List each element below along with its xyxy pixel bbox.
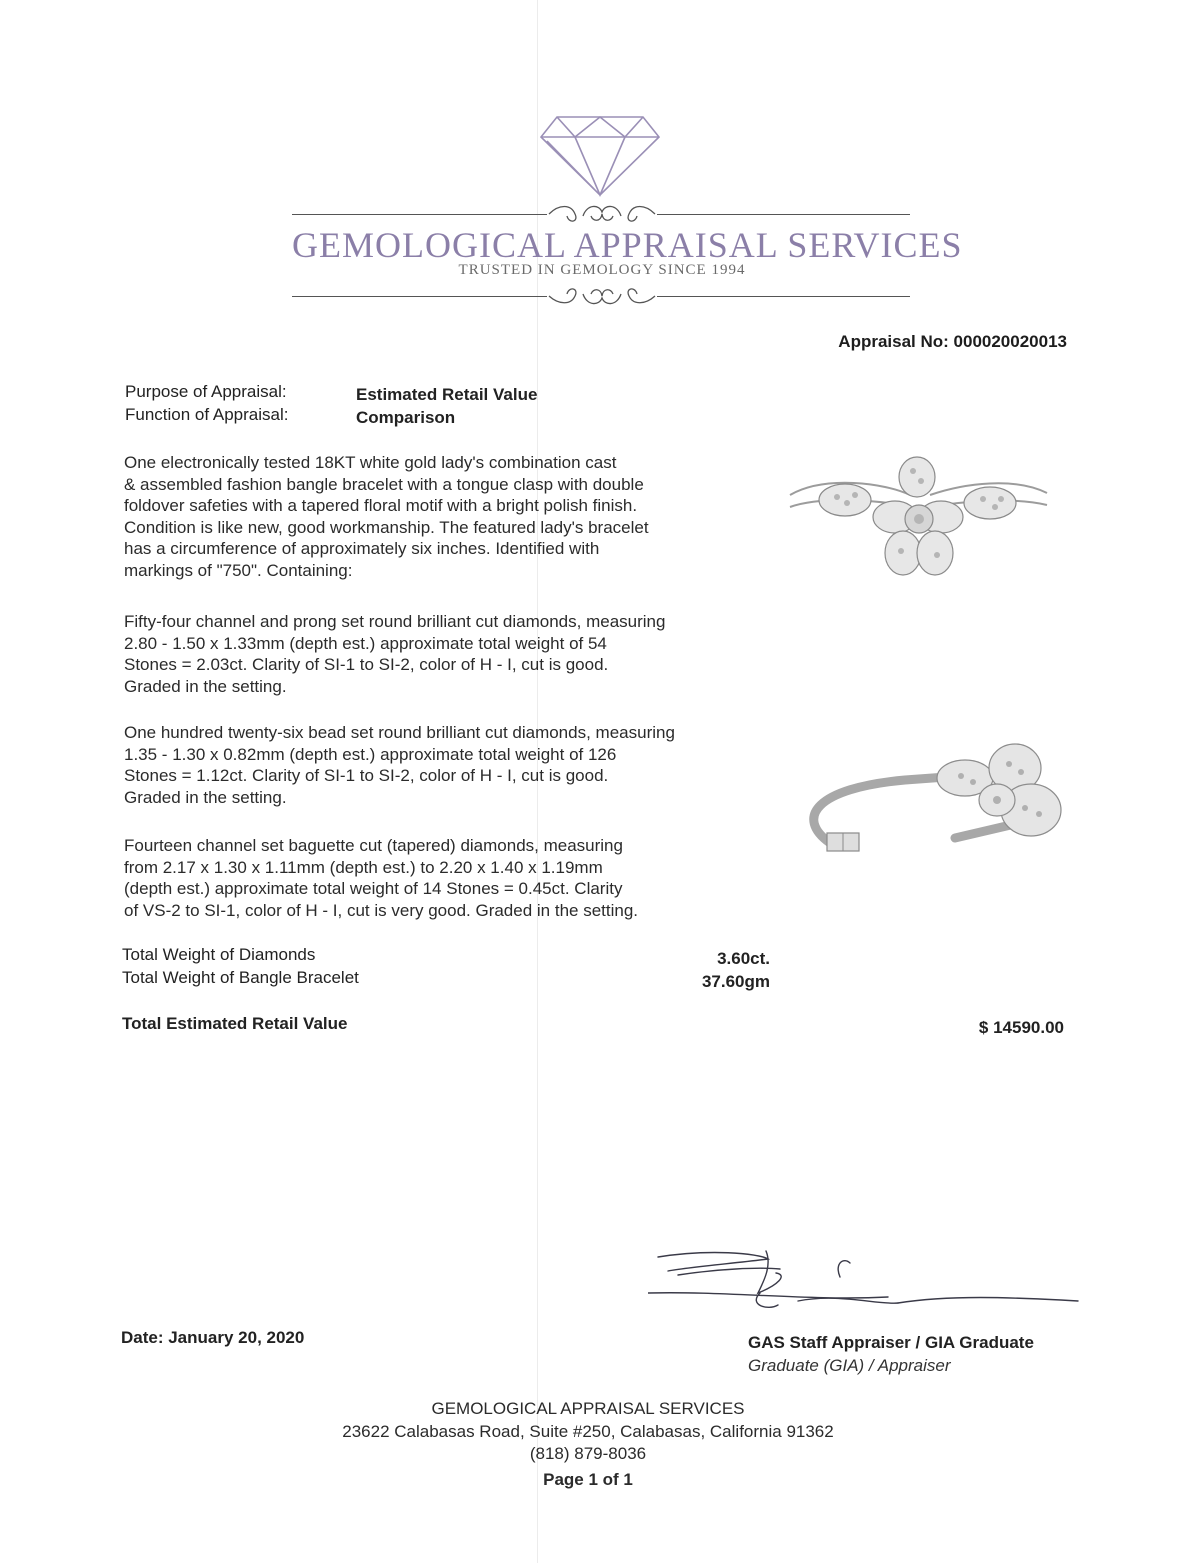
header-rule-bottom-left bbox=[292, 296, 547, 297]
appraiser-title: GAS Staff Appraiser / GIA Graduate bbox=[748, 1333, 1034, 1352]
footer-phone: (818) 879-8036 bbox=[529, 1444, 647, 1463]
header-rule-top-left bbox=[292, 214, 547, 215]
function-label: Function of Appraisal: bbox=[125, 405, 289, 424]
header-rule-top-right bbox=[657, 214, 910, 215]
bracelet-photo-side bbox=[785, 738, 1070, 863]
purpose-value: Estimated Retail Value bbox=[356, 385, 538, 404]
diamond-logo-icon bbox=[539, 115, 661, 197]
header-rule-bottom-right bbox=[657, 296, 910, 297]
stones-description-1: Fifty-four channel and prong set round brilliant cut diamonds, measuring 2.80 - 1.50 x 1.33mm (depth est.) approximate total weight of 54 Stones = 2.03ct. Clarity of SI-1 to SI-2, color of H - I, cut is good. Graded in the setting. bbox=[124, 612, 666, 696]
appraisal-date: Date: January 20, 2020 bbox=[121, 1328, 305, 1347]
bracelet-photo-top bbox=[785, 455, 1050, 580]
stones-description-2: One hundred twenty-six bead set round brilliant cut diamonds, measuring 1.35 - 1.30 x 0.82mm (depth est.) approximate total weight of 126 Stones = 1.12ct. Clarity of SI-1 to SI-2, color of H - I, cut is good. Graded in the setting. bbox=[124, 723, 675, 807]
purpose-label: Purpose of Appraisal: bbox=[125, 382, 287, 401]
total-retail-label: Total Estimated Retail Value bbox=[122, 1014, 348, 1033]
stones-description-3: Fourteen channel set baguette cut (tapered) diamonds, measuring from 2.17 x 1.30 x 1.11mm (depth est.) to 2.20 x 1.40 x 1.19mm (depth est.) approximate total weight of 14 Stones = 0.45ct. Clarity of VS-2 to SI-1, color of H - I, cut is very good. Graded in the setting. bbox=[124, 836, 639, 920]
page-number: Page 1 of 1 bbox=[543, 1470, 633, 1489]
footer-company: GEMOLOGICAL APPRAISAL SERVICES bbox=[431, 1399, 745, 1418]
total-bracelet-value: 37.60gm bbox=[701, 972, 770, 991]
function-value: Comparison bbox=[356, 408, 456, 427]
company-name: GEMOLOGICAL APPRAISAL SERVICES bbox=[292, 225, 963, 265]
footer-address: 23622 Calabasas Road, Suite #250, Calabasas, California 91362 bbox=[342, 1422, 834, 1441]
total-diamonds-value: 3.60ct. bbox=[717, 949, 770, 968]
company-tagline: TRUSTED IN GEMOLOGY SINCE 1994 bbox=[458, 262, 746, 278]
total-retail-value: $ 14590.00 bbox=[978, 1018, 1064, 1037]
item-description: One electronically tested 18KT white gold lady's combination cast & assembled fashion bangle bracelet with a tongue clasp with double foldover safeties with a tapered floral motif with a bright polish finish. Condition is like new, good workmanship. The featured lady's bracelet has a circumference of approximately six inches. Identified with markings of "750". Containing: bbox=[124, 453, 649, 580]
appraiser-subtitle: Graduate (GIA) / Appraiser bbox=[748, 1356, 951, 1375]
scroll-ornament-bottom-icon bbox=[547, 283, 657, 311]
total-diamonds-label: Total Weight of Diamonds bbox=[122, 945, 316, 964]
appraiser-signature bbox=[648, 1245, 1088, 1315]
total-bracelet-label: Total Weight of Bangle Bracelet bbox=[122, 968, 359, 987]
appraisal-number: Appraisal No: 000020020013 bbox=[838, 332, 1067, 351]
